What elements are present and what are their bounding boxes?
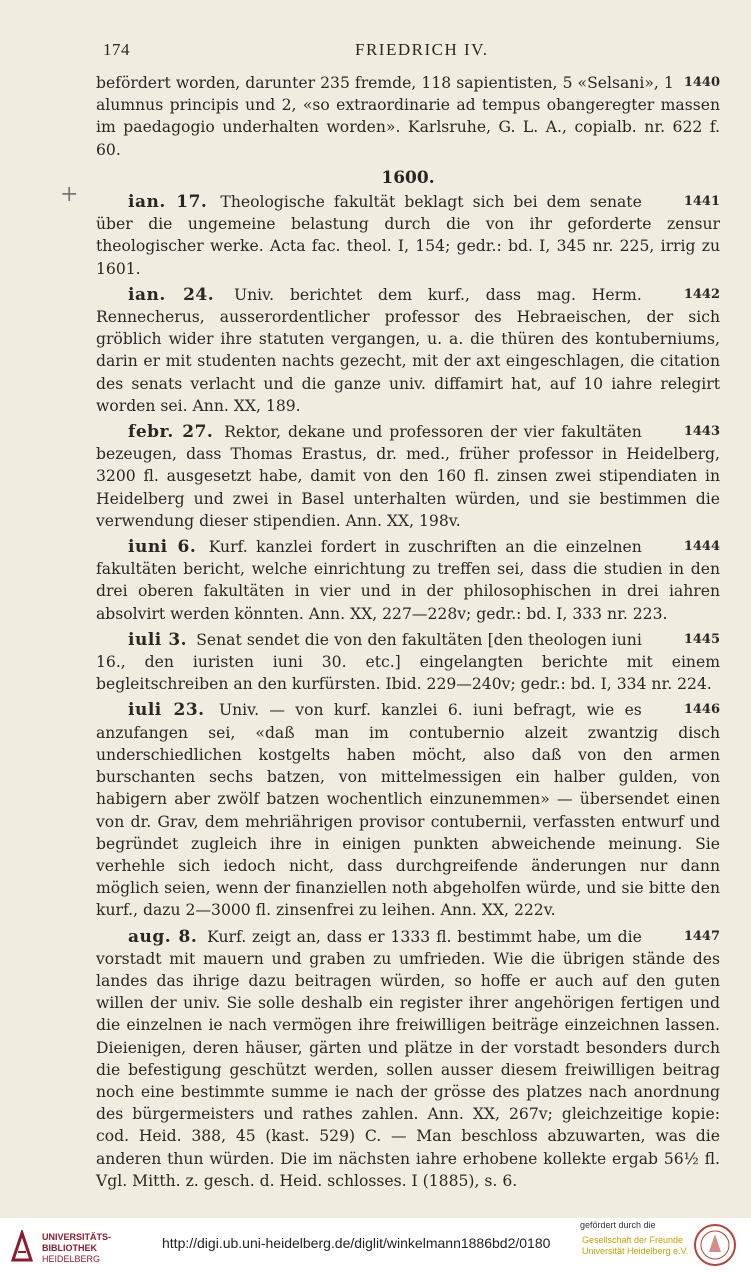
- entry-text: Kurf. kanzlei fordert in zuschriften an die einzelnen fakultäten bericht, welche einrichtung zu treffen sei, dass die studien in den drei oberen fakultäten in vier und in der philosophischen in drei iahren absolvirt werden könnten. Ann. XX, 227—228v; gedr.: bd. I, 333 nr. 223.: [96, 538, 720, 623]
- funded-by-label: gefördert durch die: [580, 1220, 656, 1230]
- university-seal-icon: [693, 1222, 737, 1268]
- entry-number: 1445: [683, 631, 720, 647]
- society-name-line1: Gesellschaft der Freunde: [582, 1235, 684, 1245]
- entry-date: ian. 24.: [128, 284, 215, 305]
- entry-number: 1441: [683, 194, 720, 210]
- continuation-entry: [96, 72, 720, 161]
- entry-number: 1442: [683, 286, 720, 302]
- entry-number: 1447: [683, 928, 720, 944]
- entry-date: aug. 8.: [128, 926, 198, 947]
- library-name-line3: HEIDELBERG: [42, 1254, 101, 1264]
- margin-cross-mark: +: [60, 182, 79, 207]
- viewer-footer: [0, 1218, 751, 1272]
- entry-date: iuli 3.: [128, 629, 188, 650]
- running-title: FRIEDRICH IV.: [355, 40, 489, 59]
- library-name-line2: BIBLIOTHEK: [42, 1243, 97, 1253]
- entry-text: Senat sendet die von den fakultäten [den theologen iuni 16., den iuristen iuni 30. etc.] eingelangten berichte mit einem begleitschreiben an den kurfürsten. Ibid. 229—240v; gedr.: bd. I, 334 nr. 224.: [96, 630, 720, 694]
- entry-1447: [96, 926, 720, 1192]
- page-number: 174: [103, 40, 130, 59]
- society-name-line2: Universität Heidelberg e.V.: [582, 1246, 689, 1256]
- entry-text: Rektor, dekane und professoren der vier fakultäten bezeugen, dass Thomas Erastus, dr. med., früher professor in Heidelberg, 3200 fl. ausgesetzt habe, damit von den 160 fl. zinsen zwei stipendiaten in Heidelberg und zwei in Basel unterhalten würden, und sie bestimmen die verwendung dieser stipendien. Ann. XX, 198v.: [96, 423, 720, 530]
- year-heading: 1600.: [381, 167, 435, 188]
- entry-number: 1444: [683, 539, 720, 555]
- entry-number: 1440: [683, 75, 720, 90]
- entry-1445: [96, 629, 720, 696]
- entry-text: Kurf. zeigt an, dass er 1333 fl. bestimmt habe, um die vorstadt mit mauern und graben zu umfrieden. Wie die übrigen stände des landes das ihrige dazu beitragen würden, so hoffe er auch auf den guten willen der univ. Sie solle deshalb ein register ihrer angehörigen fertigen und die einzelnen ie nach vermögen ihre freiwilligen beiträge einzeichnen lassen. Dieienigen, deren häuser, gärten und plätze in der vorstadt besonders durch die befestigung geschützt werden, sollen ausser diesem freiwilligen beitrag noch eine bestimmte summe ie nach der grösse des platzes nach anordnung des bürgermeisters und rathes zahlen. Ann. XX, 267v; gleichzeitige kopie: cod. Heid. 388, 45 (kast. 529) C. — Man beschloss abzuwarten, was die anderen thun würden. Die im nächsten iahre erhobene kollekte ergab 56½ fl. Vgl. Mitth. z. gesch. d. Heid. schlosses. I (1885), s. 6.: [96, 927, 720, 1190]
- entry-text: Theologische fakultät beklagt sich bei dem senate über die ungemeine belastung durch die von ihr geforderte zensur theologischer werke. Acta fac. theol. I, 154; gedr.: bd. I, 345 nr. 225, irrig zu 1601.: [96, 193, 720, 278]
- entry-1442: [96, 284, 720, 417]
- entry-1446: [96, 699, 720, 921]
- entry-date: ian. 17.: [128, 192, 208, 213]
- entry-number: 1446: [683, 702, 720, 718]
- entry-1443: [96, 421, 720, 532]
- society-link[interactable]: [582, 1235, 688, 1257]
- entry-1441: [96, 191, 720, 280]
- page-body: [96, 72, 720, 1192]
- entry-date: febr. 27.: [128, 422, 214, 443]
- library-crest-icon: [10, 1230, 34, 1264]
- entry-text: Univ. berichtet dem kurf., dass mag. Herm. Rennecherus, ausserordentlicher professor des Hebraeischen, der sich gröblich wider ihre statuten vergangen, u. a. die thüren des kontuberniums, darin er mit studenten nachts gezecht, mit der axt eingeschlagen, die citation des senats verlacht und die ganze univ. diffamirt hat, auf 10 iahre relegirt worden sei. Ann. XX, 189.: [96, 285, 720, 415]
- entry-1444: [96, 536, 720, 625]
- entry-date: iuli 23.: [128, 700, 205, 721]
- library-logo[interactable]: [10, 1226, 140, 1266]
- entry-date: iuni 6.: [128, 537, 197, 558]
- entry-number: 1443: [683, 424, 720, 440]
- entry-text: befördert worden, darunter 235 fremde, 118 sapientisten, 5 «Selsani», 1 alumnus principis und 2, «so extraordinarie ad tempus obangeregter massen im paedagogio underhalten worden». Karlsruhe, G. L. A., copialb. nr. 622 f. 60.: [96, 74, 720, 159]
- entry-text: Univ. — von kurf. kanzlei 6. iuni befragt, wie es anzufangen sei, «daß man im contubernio alzeit zwantzig disch underschiedlichen kostgelts haben möcht, also daß von den armen burschanten sechs batzen, von mittelmessigen ein halber gulden, von habigern aber zwölf batzen wochentlich einzunemmen» — übersendet einen von dr. Grav, dem mehriährigen provisor contubernii, verfassten entwurf und begründet zugleich ihre in einigen punkten abweichende meinung. Sie verhehle sich iedoch nicht, dass durchgreifende änderungen nur dann möglich seien, wenn der finanziellen noth abgeholfen würde, und sie bitte den kurf., dazu 2—3000 fl. zinsenfrei zu leihen. Ann. XX, 222v.: [96, 701, 720, 920]
- library-name-line1: UNIVERSITÄTS-: [42, 1232, 112, 1242]
- permalink[interactable]: http://digi.ub.uni-heidelberg.de/diglit/winkelmann1886bd2/0180: [162, 1235, 551, 1251]
- running-header: [103, 40, 573, 60]
